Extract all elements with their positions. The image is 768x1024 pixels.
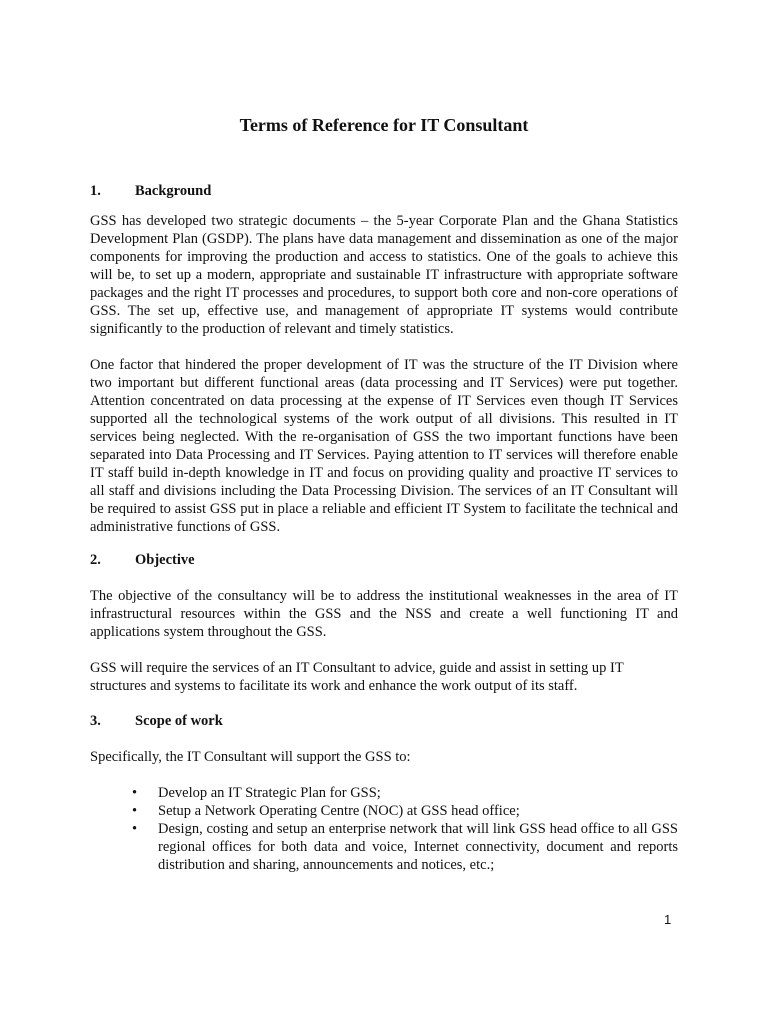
objective-paragraph-1: The objective of the consultancy will be to address the institutional weaknesses in the area of IT infrastructural resources within the GSS and the NSS and create a well functioning IT and applications system throughout the GSS. bbox=[90, 588, 678, 640]
objective-paragraph-2: GSS will require the services of an IT Consultant to advice, guide and assist in setting up IT structures and systems to facilitate its work and enhance the work output of its staff. bbox=[90, 660, 624, 694]
background-paragraph-2: One factor that hindered the proper development of IT was the structure of the IT Division where two important but different functional areas (data processing and IT Services) were put together. Attention concentrated on data processing at the expense of IT Services even though IT Services supported all the technological systems of the work output of all divisions. This resulted in IT services being neglected. With the re-organisation of GSS the two important functions have been separated into Data Processing and IT Services. Paying attention to IT services will therefore enable IT staff build in-depth knowledge in IT and focus on providing quality and proactive IT services to all staff and divisions including the Data Processing Division. The services of an IT Consultant will be required to assist GSS put in place a reliable and efficient IT System to facilitate the technical and administrative functions of GSS. bbox=[90, 357, 678, 535]
background-paragraph-1: GSS has developed two strategic documents – the 5-year Corporate Plan and the Ghana Statistics Development Plan (GSDP). The plans have data management and dissemination as one of the major components for improving the production and access to statistics. One of the goals to achieve this will be, to set up a modern, appropriate and sustainable IT infrastructure with appropriate software packages and the right IT processes and procedures, to support both core and non-core operations of GSS. The set up, effective use, and management of appropriate IT systems would contribute significantly to the production of relevant and timely statistics. bbox=[90, 213, 678, 337]
section-heading-scope-of-work bbox=[90, 712, 223, 730]
bullet-icon: • bbox=[132, 785, 138, 801]
bullet-icon: • bbox=[132, 803, 138, 819]
section-heading-objective bbox=[90, 551, 195, 569]
section-number: 1. bbox=[90, 183, 101, 199]
page-number: 1 bbox=[664, 912, 672, 927]
scope-intro: Specifically, the IT Consultant will support the GSS to: bbox=[90, 749, 411, 765]
section-title: Background bbox=[135, 183, 212, 199]
section-number: 3. bbox=[90, 713, 101, 729]
list-item: • Develop an IT Strategic Plan for GSS; bbox=[132, 785, 381, 801]
scope-bullet-list bbox=[130, 784, 678, 874]
bullet-icon: • bbox=[132, 821, 138, 837]
section-title: Scope of work bbox=[135, 713, 223, 729]
list-item: • Setup a Network Operating Centre (NOC) at GSS head office; bbox=[132, 803, 520, 819]
section-title: Objective bbox=[135, 552, 195, 568]
section-number: 2. bbox=[90, 552, 101, 568]
document-title: Terms of Reference for IT Consultant bbox=[239, 115, 529, 135]
list-item: • Design, costing and setup an enterprise network that will link GSS head office to all GSS regional offices for both data and voice, Internet connectivity, document and reports distribution and sharing, announcements and notices, etc.; bbox=[132, 821, 678, 873]
section-heading-background bbox=[90, 182, 211, 200]
